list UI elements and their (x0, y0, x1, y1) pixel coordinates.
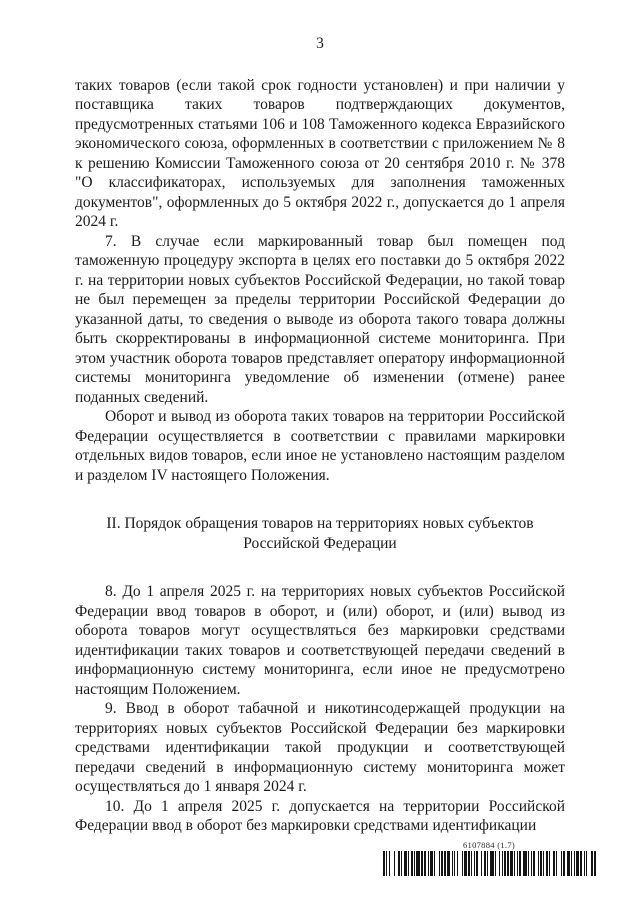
paragraph-item-10: 10. До 1 апреля 2025 г. допускается на территории Российской Федерации ввод в оборот без маркировки средствами идентификации (75, 797, 565, 834)
document-body (75, 76, 565, 836)
paragraph-item-8: 8. До 1 апреля 2025 г. на территориях новых субъектов Российской Федерации ввод товаров в оборот, и (или) оборот, и (или) вывод из оборота товаров могут осуществляться без маркировки средствами идентификации таких товаров и соответствующей передачи сведений в информационную систему мониторинга, если иное не предусмотрено настоящим Положением. (75, 583, 565, 698)
paragraph-item-9: 9. Ввод в оборот табачной и никотинсодержащей продукции на территориях новых субъектов Российской Федерации без маркировки средствами идентификации такой продукции и соответствующей передачи сведений в информационную систему мониторинга может осуществляться до 1 января 2024 г. (75, 700, 565, 795)
paragraph-continuation: таких товаров (если такой срок годности установлен) и при наличии у поставщика таких товаров подтверждающих документов, предусмотренных статьями 106 и 108 Таможенного кодекса Евразийского экономического союза, оформленных в соответствии с приложением № 8 к решению Комиссии Таможенного союза от 20 сентября 2010 г. № 378 "О классификаторах, используемых для заполнения таможенных документов", оформленных до 5 октября 2022 г., допускается до 1 апреля 2024 г. (75, 76, 565, 230)
barcode-block (381, 840, 597, 876)
section-heading: II. Порядок обращения товаров на территориях новых субъектов Российской Федерации (106, 515, 534, 552)
barcode-label: 6107884 (1.7) (462, 840, 516, 850)
paragraph-item-7-continued: Оборот и вывод из оборота таких товаров на территории Российской Федерации осуществляется в соответствии с правилами маркировки отдельных видов товаров, если иное не установлено настоящим разделом и разделом IV настоящего Положения. (75, 408, 565, 484)
page-number: 3 (316, 35, 324, 52)
paragraph-item-7: 7. В случае если маркированный товар был помещен под таможенную процедуру экспорта в целях его поставки до 5 октября 2022 г. на территории новых субъектов Российской Федерации, но такой товар не был перемещен за пределы территории Российской Федерации до указанной даты, то сведения о выводе из оборота такого товара должны быть скорректированы в информационной системе мониторинга. При этом участник оборота товаров представляет оператору информационной системы мониторинга уведомление об изменении (отмене) ранее поданных сведений. (75, 232, 565, 406)
barcode-image (381, 851, 597, 876)
